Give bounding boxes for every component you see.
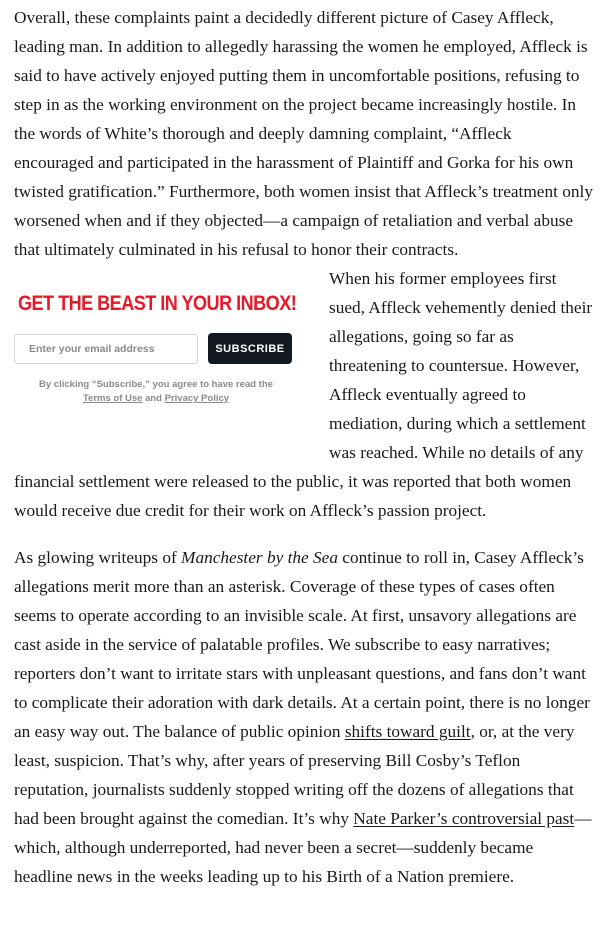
shifts-toward-guilt-link[interactable]: shifts toward guilt [344, 722, 471, 741]
terms-of-use-link[interactable]: Terms of Use [82, 393, 143, 404]
nate-parker-link[interactable]: Nate Parker’s controversial past [353, 809, 575, 828]
newsletter-title: GET THE BEAST IN YOUR INBOX! [18, 292, 297, 315]
paragraph-text: —which, although underreported, had never been a secret—suddenly became headline news in the weeks leading up to his Birth of a Nation premiere. [14, 809, 592, 886]
paragraph-text: As glowing writeups of [14, 548, 182, 567]
article-paragraph [14, 543, 594, 891]
paragraph-text: , or, at the very least, suspicion. That’s why, after years of preserving Bill Cosby’s Teflon reputation, journalists suddenly stopped writing off the dozens of allegations that had been brought against the comedian. It’s why [14, 722, 575, 828]
privacy-policy-link[interactable]: Privacy Policy [164, 393, 230, 404]
article-paragraph: Overall, these complaints paint a decidedly different picture of Casey Affleck, leading man. In addition to allegedly harassing the women he employed, Affleck is said to have actively enjoyed putting them in uncomfortable positions, refusing to step in as the working environment on the project became increasingly hostile. In the words of White’s thorough and deeply damning complaint, “Affleck encouraged and participated in the harassment of Plaintiff and Gorka for his own twisted gratification.” Furthermore, both women insist that Affleck’s treatment only worsened when and if they objected—a campaign of retaliation and verbal abuse that ultimately culminated in his refusal to honor their contracts. [14, 8, 593, 259]
paragraph-text: continue to roll in, Casey Affleck’s allegations merit more than an asterisk. Coverage of these types of cases often seems to operate according to an invisible scale. At first, unsavory allegations are cast aside in the service of palatable profiles. We subscribe to easy narratives; reporters don’t want to irritate stars with unpleasant questions, and fans don’t want to complicate their adoration with dark details. At a certain point, there is no longer an easy way out. The balance of public opinion [14, 548, 590, 741]
email-input[interactable] [14, 334, 198, 364]
newsletter-form [14, 333, 307, 364]
subscribe-button[interactable]: SUBSCRIBE [208, 333, 292, 364]
article-paragraph: When his former employees first sued, Affleck vehemently denied their allegations, going so far as threatening to countersue. However, Affleck eventually agreed to mediation, during which a settlement was reached. While no details of any financial settlement were released to the public, it was reported that both women would receive due credit for their work on Affleck’s passion project. [14, 269, 593, 520]
disclaimer-text: By clicking “Subscribe,” you agree to have read the [39, 379, 273, 390]
film-title: Manchester by the Sea [181, 548, 338, 567]
newsletter-disclaimer [14, 378, 298, 406]
newsletter-signup [14, 280, 307, 440]
disclaimer-and: and [145, 393, 162, 404]
